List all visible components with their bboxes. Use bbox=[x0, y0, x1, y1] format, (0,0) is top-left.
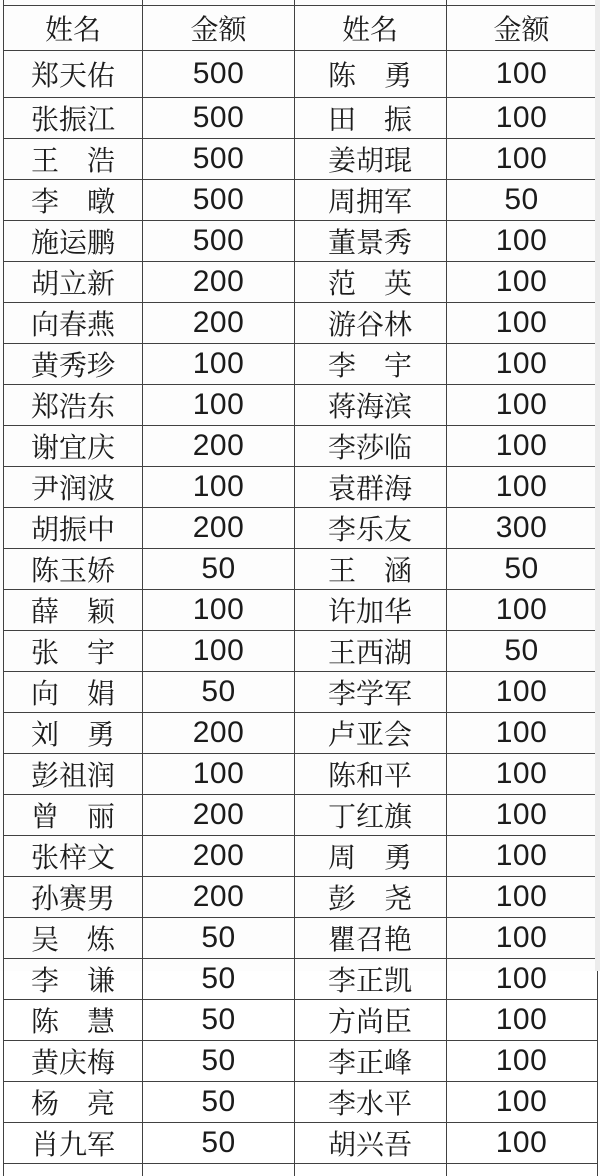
table-row bbox=[294, 98, 597, 139]
table-row bbox=[4, 918, 295, 959]
name-cell: 李正峰 bbox=[294, 1041, 446, 1082]
table-row bbox=[294, 959, 597, 1000]
name-cell: 彭祖润 bbox=[4, 754, 143, 795]
name-cell: 施运鹏 bbox=[4, 221, 143, 262]
table-row bbox=[294, 221, 597, 262]
amount-cell: 500 bbox=[143, 51, 295, 98]
amount-cell: 100 bbox=[446, 1082, 597, 1123]
amount-cell: 100 bbox=[446, 385, 597, 426]
table-row bbox=[294, 344, 597, 385]
table-row bbox=[294, 713, 597, 754]
table-row bbox=[4, 262, 295, 303]
name-cell: 薛 颖 bbox=[4, 590, 143, 631]
table-row bbox=[4, 877, 295, 918]
column-header-name: 姓名 bbox=[294, 6, 446, 51]
name-cell: 曾 丽 bbox=[4, 795, 143, 836]
amount-cell: 100 bbox=[446, 467, 597, 508]
column-header-amount: 金额 bbox=[446, 6, 597, 51]
amount-cell: 100 bbox=[446, 672, 597, 713]
table-row bbox=[294, 1082, 597, 1123]
table-row bbox=[4, 426, 295, 467]
name-cell: 尹润波 bbox=[4, 467, 143, 508]
donation-table-left bbox=[3, 0, 295, 1176]
amount-cell: 200 bbox=[143, 836, 295, 877]
amount-cell: 50 bbox=[143, 959, 295, 1000]
cropped-row-bottom bbox=[294, 1164, 597, 1176]
table-row bbox=[4, 1000, 295, 1041]
amount-cell: 100 bbox=[446, 139, 597, 180]
name-cell: 刘 勇 bbox=[4, 713, 143, 754]
table-row bbox=[294, 672, 597, 713]
amount-cell: 500 bbox=[143, 180, 295, 221]
amount-cell: 300 bbox=[446, 508, 597, 549]
name-cell: 郑天佑 bbox=[4, 51, 143, 98]
table-row bbox=[294, 51, 597, 98]
name-cell: 陈和平 bbox=[294, 754, 446, 795]
name-cell: 田 振 bbox=[294, 98, 446, 139]
name-cell: 李 宇 bbox=[294, 344, 446, 385]
table-row bbox=[4, 385, 295, 426]
amount-cell: 100 bbox=[446, 303, 597, 344]
table-row bbox=[294, 590, 597, 631]
amount-cell: 200 bbox=[143, 508, 295, 549]
table-row bbox=[294, 1000, 597, 1041]
amount-cell: 100 bbox=[446, 590, 597, 631]
amount-cell: 500 bbox=[143, 221, 295, 262]
cropped-row-bottom bbox=[4, 1164, 295, 1176]
amount-cell: 100 bbox=[446, 918, 597, 959]
name-cell: 李学军 bbox=[294, 672, 446, 713]
name-cell: 卢亚会 bbox=[294, 713, 446, 754]
amount-cell: 100 bbox=[446, 221, 597, 262]
table-row bbox=[4, 959, 295, 1000]
amount-cell: 100 bbox=[446, 877, 597, 918]
name-cell: 李 谦 bbox=[4, 959, 143, 1000]
amount-cell: 100 bbox=[143, 344, 295, 385]
table-row bbox=[4, 221, 295, 262]
table-row bbox=[4, 672, 295, 713]
table-row bbox=[4, 139, 295, 180]
name-cell: 胡兴吾 bbox=[294, 1123, 446, 1164]
amount-cell: 100 bbox=[446, 1123, 597, 1164]
name-cell: 黄庆梅 bbox=[4, 1041, 143, 1082]
amount-cell: 100 bbox=[446, 426, 597, 467]
table-body bbox=[294, 51, 597, 1164]
name-cell: 胡振中 bbox=[4, 508, 143, 549]
name-cell: 陈 勇 bbox=[294, 51, 446, 98]
table-row bbox=[4, 344, 295, 385]
amount-cell: 50 bbox=[143, 1000, 295, 1041]
name-cell: 陈 慧 bbox=[4, 1000, 143, 1041]
amount-cell: 100 bbox=[143, 754, 295, 795]
column-header-amount: 金额 bbox=[143, 6, 295, 51]
name-cell: 董景秀 bbox=[294, 221, 446, 262]
name-cell: 张梓文 bbox=[4, 836, 143, 877]
table-row bbox=[4, 836, 295, 877]
amount-cell: 100 bbox=[446, 836, 597, 877]
amount-cell: 50 bbox=[143, 918, 295, 959]
cropped-cell bbox=[446, 1164, 597, 1176]
name-cell: 李 暾 bbox=[4, 180, 143, 221]
table-row bbox=[4, 98, 295, 139]
table-row bbox=[4, 1082, 295, 1123]
name-cell: 蒋海滨 bbox=[294, 385, 446, 426]
amount-cell: 50 bbox=[143, 1123, 295, 1164]
name-cell: 游谷林 bbox=[294, 303, 446, 344]
name-cell: 黄秀珍 bbox=[4, 344, 143, 385]
name-cell: 许加华 bbox=[294, 590, 446, 631]
table-row bbox=[4, 1123, 295, 1164]
name-cell: 向 娟 bbox=[4, 672, 143, 713]
amount-cell: 200 bbox=[143, 795, 295, 836]
amount-cell: 100 bbox=[446, 98, 597, 139]
table-row bbox=[4, 754, 295, 795]
name-cell: 瞿召艳 bbox=[294, 918, 446, 959]
amount-cell: 100 bbox=[143, 385, 295, 426]
cropped-cell bbox=[4, 1164, 143, 1176]
amount-cell: 200 bbox=[143, 303, 295, 344]
name-cell: 丁红旗 bbox=[294, 795, 446, 836]
amount-cell: 100 bbox=[446, 262, 597, 303]
table-row bbox=[294, 918, 597, 959]
amount-cell: 100 bbox=[143, 631, 295, 672]
table-row bbox=[294, 631, 597, 672]
amount-cell: 100 bbox=[446, 1000, 597, 1041]
table-row bbox=[4, 180, 295, 221]
amount-cell: 100 bbox=[446, 795, 597, 836]
name-cell: 李莎临 bbox=[294, 426, 446, 467]
name-cell: 王 浩 bbox=[4, 139, 143, 180]
amount-cell: 200 bbox=[143, 262, 295, 303]
table-row bbox=[294, 139, 597, 180]
amount-cell: 50 bbox=[446, 631, 597, 672]
amount-cell: 200 bbox=[143, 713, 295, 754]
table-row bbox=[294, 1041, 597, 1082]
amount-cell: 500 bbox=[143, 139, 295, 180]
name-cell: 肖九军 bbox=[4, 1123, 143, 1164]
table-row bbox=[294, 180, 597, 221]
amount-cell: 100 bbox=[143, 590, 295, 631]
amount-cell: 50 bbox=[446, 549, 597, 590]
table-row bbox=[4, 713, 295, 754]
table-row bbox=[4, 549, 295, 590]
amount-cell: 100 bbox=[446, 713, 597, 754]
table-row bbox=[4, 1041, 295, 1082]
table-row bbox=[4, 51, 295, 98]
name-cell: 周拥军 bbox=[294, 180, 446, 221]
name-cell: 李乐友 bbox=[294, 508, 446, 549]
amount-cell: 100 bbox=[446, 959, 597, 1000]
cropped-cell bbox=[143, 1164, 295, 1176]
amount-cell: 200 bbox=[143, 426, 295, 467]
name-cell: 郑浩东 bbox=[4, 385, 143, 426]
amount-cell: 100 bbox=[446, 51, 597, 98]
table-row bbox=[4, 467, 295, 508]
amount-cell: 50 bbox=[143, 672, 295, 713]
table-row bbox=[4, 631, 295, 672]
table-row bbox=[294, 262, 597, 303]
name-cell: 姜胡琨 bbox=[294, 139, 446, 180]
name-cell: 周 勇 bbox=[294, 836, 446, 877]
name-cell: 陈玉娇 bbox=[4, 549, 143, 590]
name-cell: 王 涵 bbox=[294, 549, 446, 590]
table-header-row bbox=[294, 6, 597, 51]
table-row bbox=[294, 1123, 597, 1164]
amount-cell: 100 bbox=[143, 467, 295, 508]
name-cell: 张 宇 bbox=[4, 631, 143, 672]
name-cell: 方尚臣 bbox=[294, 1000, 446, 1041]
amount-cell: 50 bbox=[446, 180, 597, 221]
column-header-name: 姓名 bbox=[4, 6, 143, 51]
name-cell: 孙赛男 bbox=[4, 877, 143, 918]
name-cell: 张振江 bbox=[4, 98, 143, 139]
table-row bbox=[294, 549, 597, 590]
name-cell: 李水平 bbox=[294, 1082, 446, 1123]
name-cell: 向春燕 bbox=[4, 303, 143, 344]
name-cell: 袁群海 bbox=[294, 467, 446, 508]
table-row bbox=[4, 795, 295, 836]
name-cell: 谢宜庆 bbox=[4, 426, 143, 467]
table-row bbox=[294, 303, 597, 344]
amount-cell: 50 bbox=[143, 549, 295, 590]
name-cell: 王西湖 bbox=[294, 631, 446, 672]
name-cell: 李正凯 bbox=[294, 959, 446, 1000]
table-row bbox=[294, 754, 597, 795]
table-row bbox=[294, 385, 597, 426]
table-header-row bbox=[4, 6, 295, 51]
cropped-cell bbox=[294, 1164, 446, 1176]
amount-cell: 100 bbox=[446, 754, 597, 795]
table-row bbox=[4, 303, 295, 344]
donation-table-right bbox=[294, 0, 598, 1176]
table-row bbox=[294, 508, 597, 549]
table-row bbox=[294, 877, 597, 918]
table-row bbox=[4, 590, 295, 631]
name-cell: 杨 亮 bbox=[4, 1082, 143, 1123]
table-row bbox=[4, 508, 295, 549]
page-edge-shadow bbox=[595, 0, 600, 971]
name-cell: 彭 尧 bbox=[294, 877, 446, 918]
table-row bbox=[294, 836, 597, 877]
amount-cell: 100 bbox=[446, 1041, 597, 1082]
tables-container bbox=[3, 0, 598, 1176]
name-cell: 范 英 bbox=[294, 262, 446, 303]
table-row bbox=[294, 795, 597, 836]
amount-cell: 500 bbox=[143, 98, 295, 139]
name-cell: 胡立新 bbox=[4, 262, 143, 303]
table-body bbox=[4, 51, 295, 1164]
table-row bbox=[294, 426, 597, 467]
amount-cell: 100 bbox=[446, 344, 597, 385]
name-cell: 吴 炼 bbox=[4, 918, 143, 959]
amount-cell: 200 bbox=[143, 877, 295, 918]
amount-cell: 50 bbox=[143, 1082, 295, 1123]
amount-cell: 50 bbox=[143, 1041, 295, 1082]
table-row bbox=[294, 467, 597, 508]
